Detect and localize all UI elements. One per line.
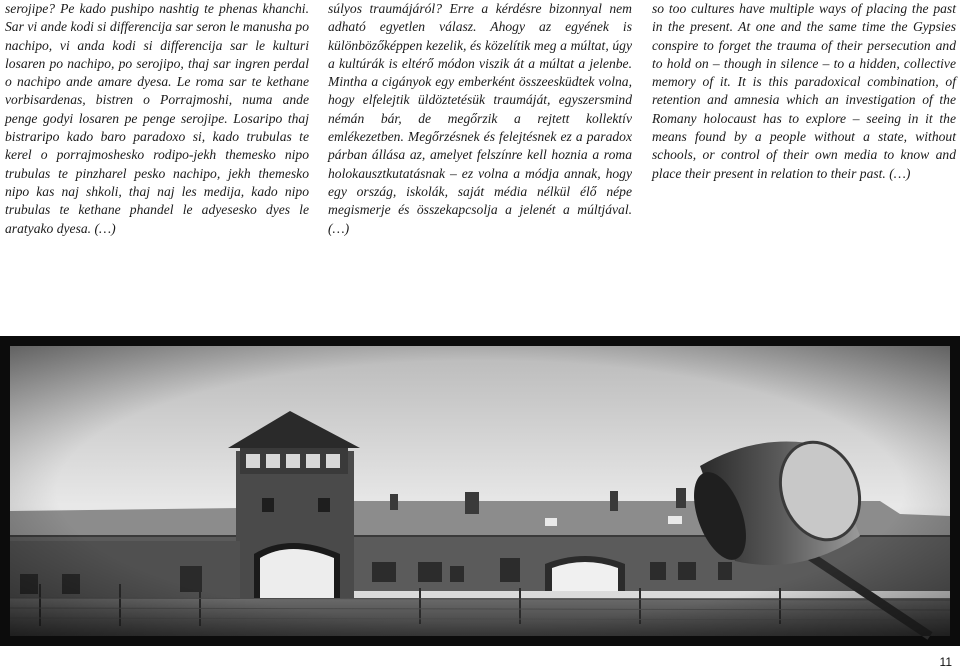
hungarian-text-column [328,0,632,238]
english-paragraph: so too cultures have multiple ways of placing the past in the present. At one and the same time the Gypsies conspire to forget the trauma of their persecution and to hold on – though in silence – to a hidden, collective memory of it. It is this paradoxical combination, of retention and amnesia which an investigation of the Romany holocaust has to explore – seeing in it the means found by a people without a state, without schools, or control of their own media to know and place their present in relation to their past. (…) [652,1,956,181]
photo-illustration [0,336,960,646]
page-number: 11 [939,655,952,669]
camp-gatehouse-photo [0,336,960,646]
english-text-column [652,0,956,183]
romani-paragraph: serojipe? Pe kado pushipo nashtig te phenas khanchi. Sar vi ande kodi si differencija sar seron le manusha po nachipo, vi anda kodi si differencija sar le kulturi losaren po nachipo, po serojipo, thaj sar ingren perdal o nachipo ande amare dyesa. Le roma sar te kethane vorbisardenas, bistren o Porrajmoshi, numa ande penge godyi losaren pe penge serojipe. Losaripo thaj bistraripo kado baro paradoxo si, kado trubulas te kerel o porrajmoshesko rodipo-jekh themesko nipo trubulas te pinzharel pesko nachipo, jekh themesko nipo kas naj shkoli, thaj naj les medija, kado nipo trubulas te kethane phandel le adyesesko dyes le aratyako dyesa. (…) [5,1,309,236]
hungarian-paragraph: súlyos traumájáról? Erre a kérdésre bizonnyal nem adható egyetlen válasz. Ahogy az egyének is különbözőképpen kezelik, és közelítik meg a múltat, úgy a kultúrák is eltérő módon viszik át a múltat a jelenbe. Mintha a cigányok egy emberként összeesküdtek volna, hogy elfelejtik üldöztetésük traumáját, egyszersmind némán bár, de megőrzik a rejtett kollektív emlékezetben. Megőrzésnek és felejtésnek ez a paradox párban állása az, amelyet felszínre kell hoznia a roma holokausztkutatásnak – ez volna a módja annak, hogy egy ország, iskolák, saját média nélkül élő népe megismerje és összekapcsolja a jelenét a múltjával. (…) [328,1,632,236]
romani-text-column [5,0,309,238]
